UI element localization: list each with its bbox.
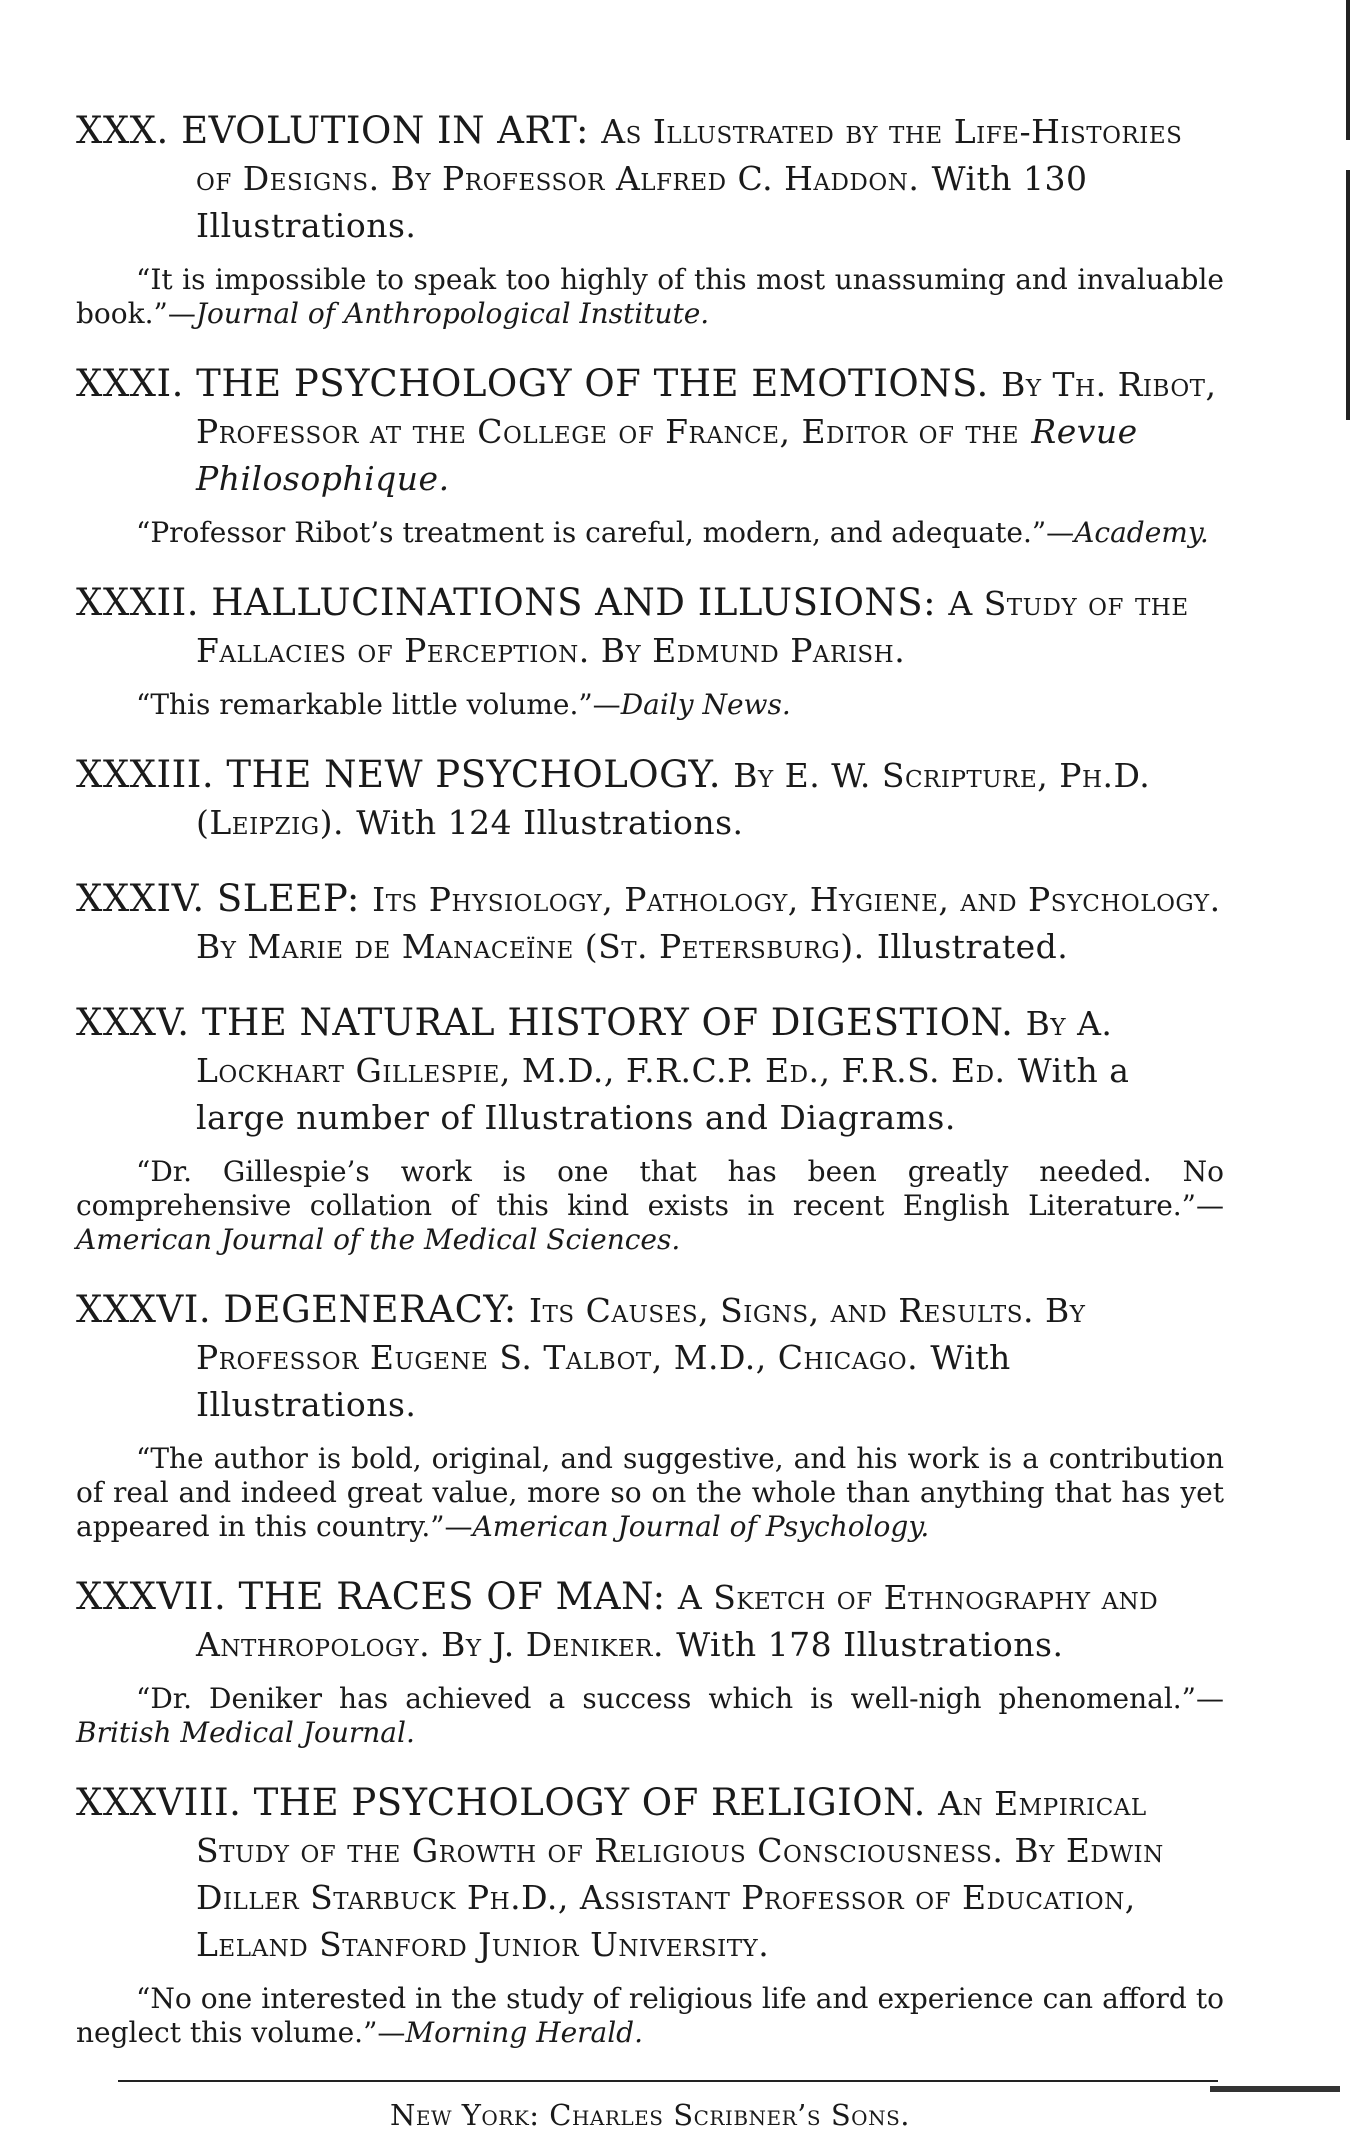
entry-subtitle: By A. Lockhart Gillespie, M.D., F.R.C.P. Ed., F.R.S. Ed. [196, 1004, 1113, 1090]
quote-text: “Professor Ribot’s treatment is careful, modern, and adequate.”— [136, 516, 1075, 549]
entry-subtitle: By Th. Ribot, Professor at the College of France, Editor of the [196, 365, 1217, 451]
entry-heading [76, 752, 1224, 846]
entry-number: XXXVII. [76, 1575, 227, 1618]
quote-text: “Dr. Gillespie’s work is one that has been greatly needed. No comprehensive collation of this kind exists in recent English Literature.”— [76, 1155, 1224, 1222]
entry-extra: With 130 Illustrations. [196, 159, 1088, 245]
entry-number: XXXVIII. [76, 1781, 242, 1824]
quote-text: “No one interested in the study of religious life and experience can afford to neglect this volume.”— [76, 1982, 1224, 2049]
book-entry-xxxi [76, 361, 1224, 550]
page-edge-mark [1346, 170, 1350, 420]
entry-heading [76, 876, 1224, 970]
entry-extra: With Illustrations. [196, 1338, 1011, 1424]
entry-title: THE RACES OF MAN: [238, 1575, 666, 1618]
book-entry-xxxiv [76, 876, 1224, 970]
entry-subtitle: Its Physiology, Pathology, Hygiene, and Psychology. By Marie de Manaceïne (St. Petersburg). [196, 880, 1221, 966]
entry-heading [76, 1287, 1224, 1428]
entry-number: XXXII. [76, 581, 200, 624]
review-quote [76, 1155, 1224, 1257]
quote-source: Journal of Anthropological Institute. [195, 297, 710, 330]
page-edge-mark [1346, 0, 1350, 140]
entry-subtitle: A Study of the Fallacies of Perception. By Edmund Parish. [196, 584, 1189, 670]
entry-heading [76, 1000, 1224, 1141]
quote-source: American Journal of the Medical Sciences. [76, 1223, 681, 1256]
book-entry-xxxii [76, 580, 1224, 722]
entry-title: THE NATURAL HISTORY OF DIGESTION. [201, 1001, 1014, 1044]
entry-heading [76, 580, 1224, 674]
review-quote [76, 263, 1224, 331]
entry-extra: With 124 Illustrations. [356, 803, 744, 842]
book-entry-xxxiii [76, 752, 1224, 846]
divider-rule [118, 2080, 1218, 2082]
review-quote [76, 1982, 1224, 2050]
entry-heading [76, 1574, 1224, 1668]
book-list-page [76, 108, 1224, 2132]
review-quote [76, 688, 1224, 722]
entry-number: XXXV. [76, 1001, 190, 1044]
entry-number: XXXVI. [76, 1288, 212, 1331]
publisher-imprint: New York: Charles Scribner’s Sons. [389, 2098, 911, 2132]
entry-extra: Revue Philosophique. [196, 412, 1138, 498]
quote-source: British Medical Journal. [76, 1716, 415, 1749]
entry-number: XXX. [76, 109, 169, 152]
entry-title: HALLUCINATIONS AND ILLUSIONS: [211, 581, 937, 624]
entry-subtitle: By E. W. Scripture, Ph.D. (Leipzig). [196, 756, 1151, 842]
quote-source: American Journal of Psychology. [472, 1510, 930, 1543]
entry-subtitle: A Sketch of Ethnography and Anthropology. By J. Deniker. [196, 1578, 1159, 1664]
entry-subtitle: Its Causes, Signs, and Results. By Professor Eugene S. Talbot, M.D., Chicago. [196, 1291, 1086, 1377]
quote-text: “This remarkable little volume.”— [136, 688, 621, 721]
entry-title: SLEEP: [216, 877, 360, 920]
entry-title: THE PSYCHOLOGY OF RELIGION. [253, 1781, 926, 1824]
quote-text: “It is impossible to speak too highly of this most unassuming and invaluable book.”— [76, 263, 1224, 330]
book-entry-xxx [76, 108, 1224, 331]
entry-title: THE NEW PSYCHOLOGY. [226, 753, 721, 796]
entry-number: XXXI. [76, 362, 184, 405]
entry-extra: Illustrated. [876, 927, 1069, 966]
entry-heading [76, 1780, 1224, 1968]
quote-text: “The author is bold, original, and suggestive, and his work is a contribution of real and indeed great value, more so on the whole than anything that has yet appeared in this country.”— [76, 1442, 1224, 1543]
entry-heading [76, 361, 1224, 502]
quote-source: Academy. [1074, 516, 1209, 549]
entry-title: DEGENERACY: [223, 1288, 517, 1331]
entry-extra: With 178 Illustrations. [676, 1625, 1064, 1664]
quote-source: Daily News. [620, 688, 791, 721]
book-entry-xxxvii [76, 1574, 1224, 1750]
quote-source: Morning Herald. [405, 2016, 644, 2049]
entry-subtitle: An Empirical Study of the Growth of Religious Consciousness. By Edwin Diller Starbuck Ph.D., Assistant Professor of Education, Leland Stanford Junior University. [196, 1784, 1164, 1964]
review-quote [76, 516, 1224, 550]
entry-extra: With a large number of Illustrations and Diagrams. [196, 1051, 1130, 1137]
review-quote [76, 1682, 1224, 1750]
entry-number: XXXIV. [76, 877, 205, 920]
entry-title: EVOLUTION IN ART: [181, 109, 589, 152]
book-entry-xxxv [76, 1000, 1224, 1257]
book-entry-xxxvi [76, 1287, 1224, 1544]
entry-title: THE PSYCHOLOGY OF THE EMOTIONS. [196, 362, 989, 405]
page-edge-bar [1210, 2086, 1340, 2092]
quote-text: “Dr. Deniker has achieved a success which is well-nigh phenomenal.”— [136, 1682, 1224, 1715]
entry-heading [76, 108, 1224, 249]
review-quote [76, 1442, 1224, 1544]
book-entry-xxxviii [76, 1780, 1224, 2050]
entry-number: XXXIII. [76, 753, 215, 796]
entry-subtitle: As Illustrated by the Life-Histories of Designs. By Professor Alfred C. Haddon. [196, 112, 1183, 198]
